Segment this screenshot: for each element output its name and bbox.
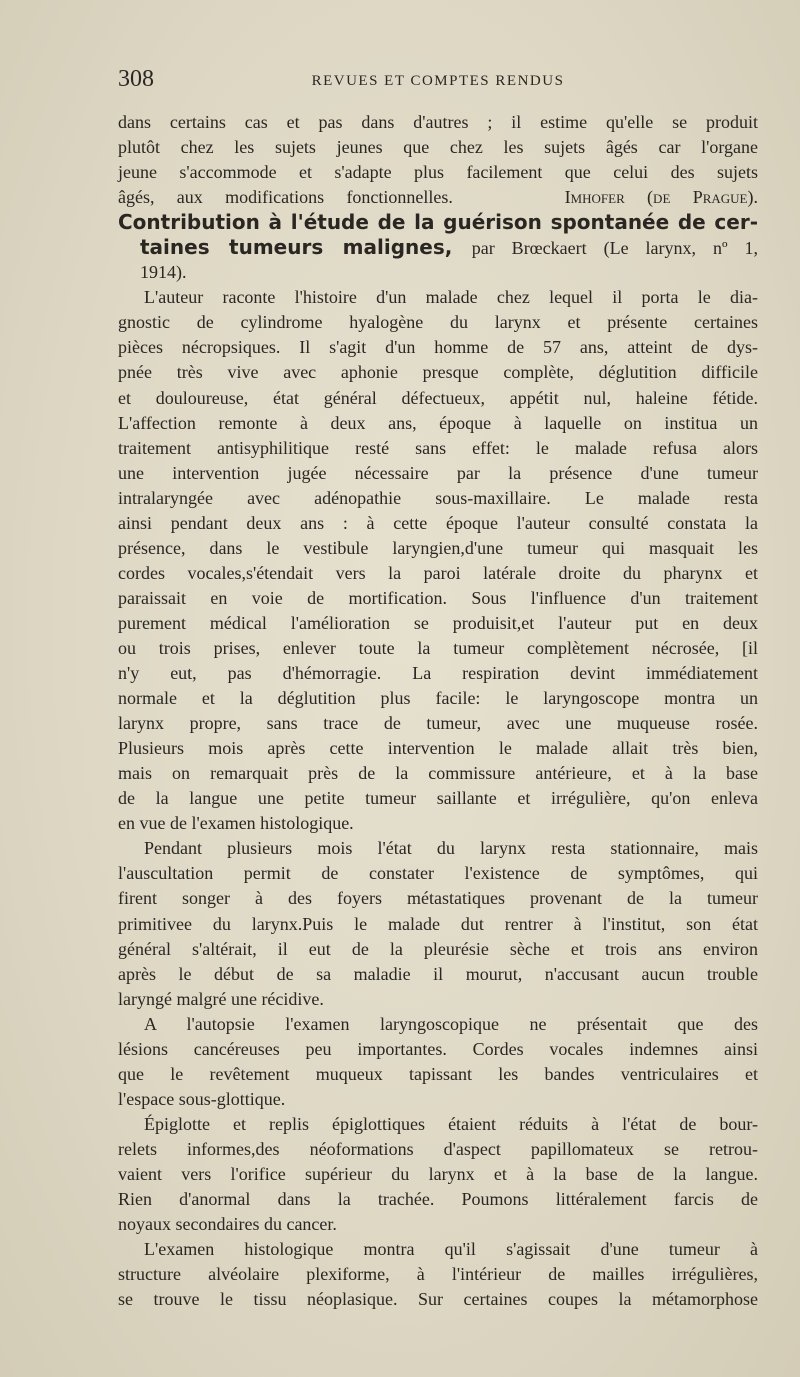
article-title-line [118,235,758,260]
text-line: l'auscultation permit de constater l'existence de symptômes, qui [118,863,758,884]
text-line: pnée très vive avec aphonie presque complète, déglutition difficile [118,362,758,383]
text-line: Plusieurs mois après cette intervention le malade allait très bien, [118,738,758,759]
text-line: primitivee du larynx.Puis le malade dut rentrer à l'institut, son état [118,913,758,934]
text-line: traitement antisyphilitique resté sans effet: le malade refusa alors [118,437,758,458]
text-line: structure alvéolaire plexiforme, à l'intérieur de mailles irrégulières, [118,1264,758,1285]
text-line: Épiglotte et replis épiglottiques étaient réduits à l'état de bour- [144,1113,758,1134]
text-line: vaient vers l'orifice supérieur du larynx et à la base de la langue. [118,1163,758,1184]
author-signature: Imhofer (de Prague). [564,187,758,208]
page-header [118,66,758,96]
text-line: ou trois prises, enlever toute la tumeur complètement nécrosée, [il [118,637,758,658]
text-line: ainsi pendant deux ans : à cette époque l'auteur consulté constata la [118,512,758,533]
text-line: après le début de sa maladie il mourut, n'accusant aucun trouble [118,963,758,984]
text-line: firent songer à des foyers métastatiques provenant de la tumeur [118,888,758,909]
text-line: lésions cancéreuses peu importantes. Cordes vocales indemnes ainsi [118,1038,758,1059]
text-line: Rien d'anormal dans la trachée. Poumons littéralement farcis de [118,1189,758,1210]
text-line: laryngé malgré une récidive. [118,988,324,1009]
text-line: normale et la déglutition plus facile: le laryngoscope montra un [118,688,758,709]
text-line: L'affection remonte à deux ans, époque à laquelle on institua un [118,412,758,433]
article-title-line: Contribution à l'étude de la guérison spontanée de cer- [118,210,758,235]
text-line: l'espace sous-glottique. [118,1088,286,1109]
text-line: général s'altérait, il eut de la pleurésie sèche et trois ans environ [118,938,758,959]
citation-year: 1914). [140,262,187,283]
citation: par Brœckaert (Le larynx, nº 1, [471,238,758,259]
text-line: pièces nécropsiques. Il s'agit d'un homme de 57 ans, atteint de dys- [118,337,758,358]
article-body [118,110,758,1312]
text-line: de la langue une petite tumeur saillante et irrégulière, qu'on enleva [118,788,758,809]
text-line: A l'autopsie l'examen laryngoscopique ne présentait que des [144,1013,758,1034]
text-line: une intervention jugée nécessaire par la présence d'une tumeur [118,462,758,483]
text-line: n'y eut, pas d'hémorragie. La respiration devint immédiatement [118,663,758,684]
text-line: cordes vocales,s'étendait vers la paroi latérale droite du pharynx et [118,562,758,583]
text-line: que le revêtement muqueux tapissant les bandes ventriculaires et [118,1063,758,1084]
article-title-end: taines tumeurs malignes, [140,235,453,260]
text-line: présence, dans le vestibule laryngien,d'une tumeur qui masquait les [118,537,758,558]
text-line: L'examen histologique montra qu'il s'agissait d'une tumeur à [144,1239,758,1260]
text-line: dans certains cas et pas dans d'autres ; il estime qu'elle se produit [118,112,758,132]
text-line: mais on remarquait près de la commissure antérieure, et à la base [118,763,758,784]
running-head: REVUES ET COMPTES RENDUS [311,73,565,89]
text-line: purement médical l'amélioration se produisit,et l'auteur put en deux [118,612,758,633]
text-line: paraissait en voie de mortification. Sous l'influence d'un traitement [118,587,758,608]
text-line: se trouve le tissu néoplasique. Sur certaines coupes la métamorphose [118,1289,758,1310]
text-line: jeune s'accommode et s'adapte plus facilement que celui des sujets [118,162,758,183]
text-fragment: âgés, aux modifications fonctionnelles. [118,187,453,208]
text-line: plutôt chez les sujets jeunes que chez les sujets âgés car l'organe [118,137,758,158]
text-line [118,185,758,210]
text-line: gnostic de cylindrome hyalogène du larynx et présente certaines [118,312,758,333]
page-number: 308 [118,66,154,92]
text-line: et douloureuse, état général défectueux, appétit nul, haleine fétide. [118,387,758,408]
text-line: L'auteur raconte l'histoire d'un malade chez lequel il porta le dia- [144,287,758,308]
text-line: Pendant plusieurs mois l'état du larynx resta stationnaire, mais [144,838,758,859]
text-line: noyaux secondaires du cancer. [118,1214,337,1235]
text-line: en vue de l'examen histologique. [118,813,354,834]
text-line: relets informes,des néoformations d'aspect papillomateux se retrou- [118,1138,758,1159]
text-line: intralaryngée avec adénopathie sous-maxillaire. Le malade resta [118,487,758,508]
text-line: larynx propre, sans trace de tumeur, avec une muqueuse rosée. [118,713,758,734]
